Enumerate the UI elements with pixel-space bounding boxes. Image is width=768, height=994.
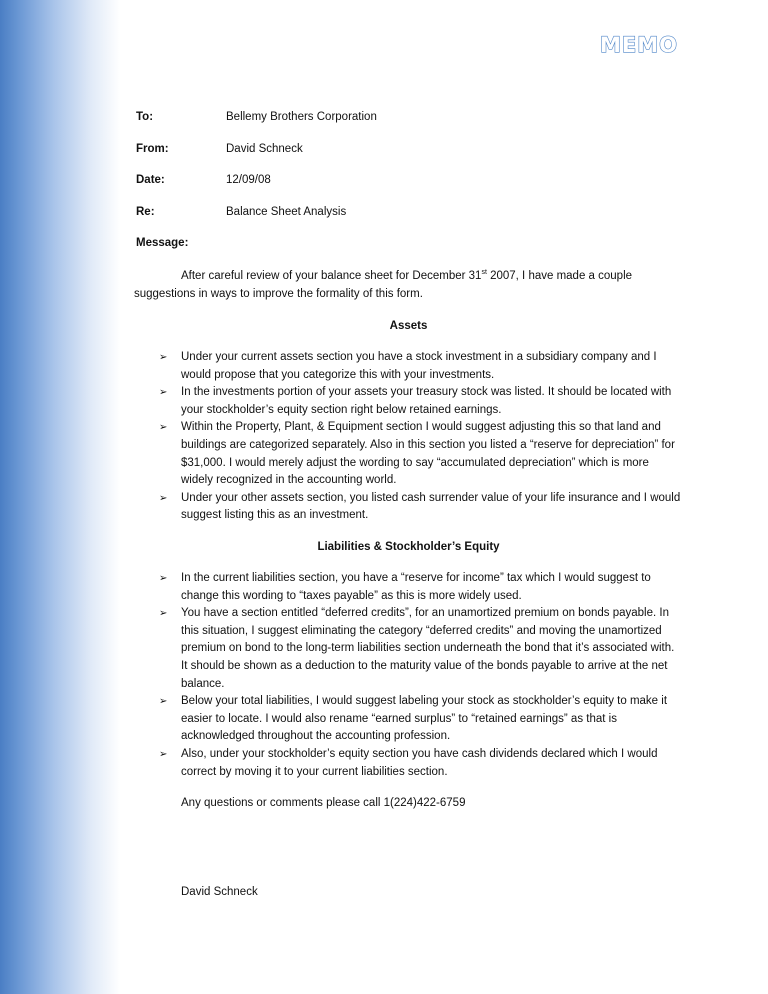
date-label: Date: [136, 174, 165, 186]
list-item [136, 490, 681, 525]
list-item [136, 384, 681, 419]
list-item [136, 746, 681, 781]
arrow-bullet-icon: ➢ [159, 608, 168, 620]
liabilities-list [136, 570, 681, 781]
arrow-bullet-icon: ➢ [159, 422, 168, 434]
re-label: Re: [136, 206, 155, 218]
list-item-text: Below your total liabilities, I would suggest labeling your stock as stockholder’s equity to make it easier to locate. I would also rename “earned surplus” to “retained earnings” as that is acknowledged throughout the accounting profession. [181, 695, 668, 743]
list-item-text: Under your other assets section, you listed cash surrender value of your life insurance and I would suggest listing this as an investment. [181, 491, 681, 522]
list-item [136, 605, 681, 693]
from-value: David Schneck [226, 143, 303, 155]
to-label: To: [136, 111, 154, 123]
arrow-bullet-icon: ➢ [159, 492, 168, 504]
list-item [136, 693, 681, 746]
intro-part2: 2007, I have made a couple suggestions in ways to improve the formality of this form. [134, 270, 633, 300]
re-value: Balance Sheet Analysis [226, 206, 347, 218]
to-value: Bellemy Brothers Corporation [226, 111, 377, 123]
intro-part1: After careful review of your balance sheet for December 31 [181, 270, 482, 282]
side-gradient-bar [0, 0, 120, 994]
list-item-text: Under your current assets section you have a stock investment in a subsidiary company and I would propose that you categorize this with your investments. [181, 351, 657, 381]
arrow-bullet-icon: ➢ [159, 387, 168, 399]
intro-superscript: st [481, 269, 487, 276]
arrow-bullet-icon: ➢ [159, 573, 168, 584]
list-item [136, 419, 681, 489]
arrow-bullet-icon: ➢ [159, 748, 168, 760]
assets-heading: Assets [389, 320, 428, 332]
list-item-text: In the current liabilities section, you have a “reserve for income” tax which I would suggest to change this wording to “taxes payable” as this is more widely used. [181, 572, 651, 602]
intro-paragraph [134, 267, 679, 303]
list-item-text: Within the Property, Plant, & Equipment section I would suggest adjusting this so that land and buildings are categorized separately. Also in this section you listed a “reserve for depreciation” for $31,000. I would merely adjust the wording to say “accumulated depreciation” which is more widely recognized in the accounting world. [181, 421, 675, 487]
message-label: Message: [136, 237, 189, 249]
arrow-bullet-icon: ➢ [159, 696, 168, 708]
memo-title: MEMO [600, 33, 678, 57]
list-item [136, 349, 681, 384]
list-item-text: In the investments portion of your assets your treasury stock was listed. It should be located with your stockholder’s equity section right below retained earnings. [181, 386, 672, 416]
arrow-bullet-icon: ➢ [159, 352, 168, 363]
liabilities-heading: Liabilities & Stockholder’s Equity [317, 541, 500, 553]
list-item [136, 570, 681, 605]
list-item-text: You have a section entitled “deferred credits”, for an unamortized premium on bonds payable. In this situation, I suggest eliminating the category “deferred credits” and moving the unamortized premium on bond to the long-term liabilities section underneath the bond that it’s associated with. It should be shown as a deduction to the maturity value of the bonds payable to arrive at the net balance. [181, 607, 675, 690]
signature: David Schneck [181, 886, 258, 898]
closing-line: Any questions or comments please call 1(224)422-6759 [181, 797, 466, 809]
list-item-text: Also, under your stockholder’s equity section you have cash dividends declared which I would correct by moving it to your current liabilities section. [181, 747, 658, 778]
date-value: 12/09/08 [226, 174, 271, 186]
from-label: From: [136, 143, 169, 155]
assets-list [136, 349, 681, 525]
